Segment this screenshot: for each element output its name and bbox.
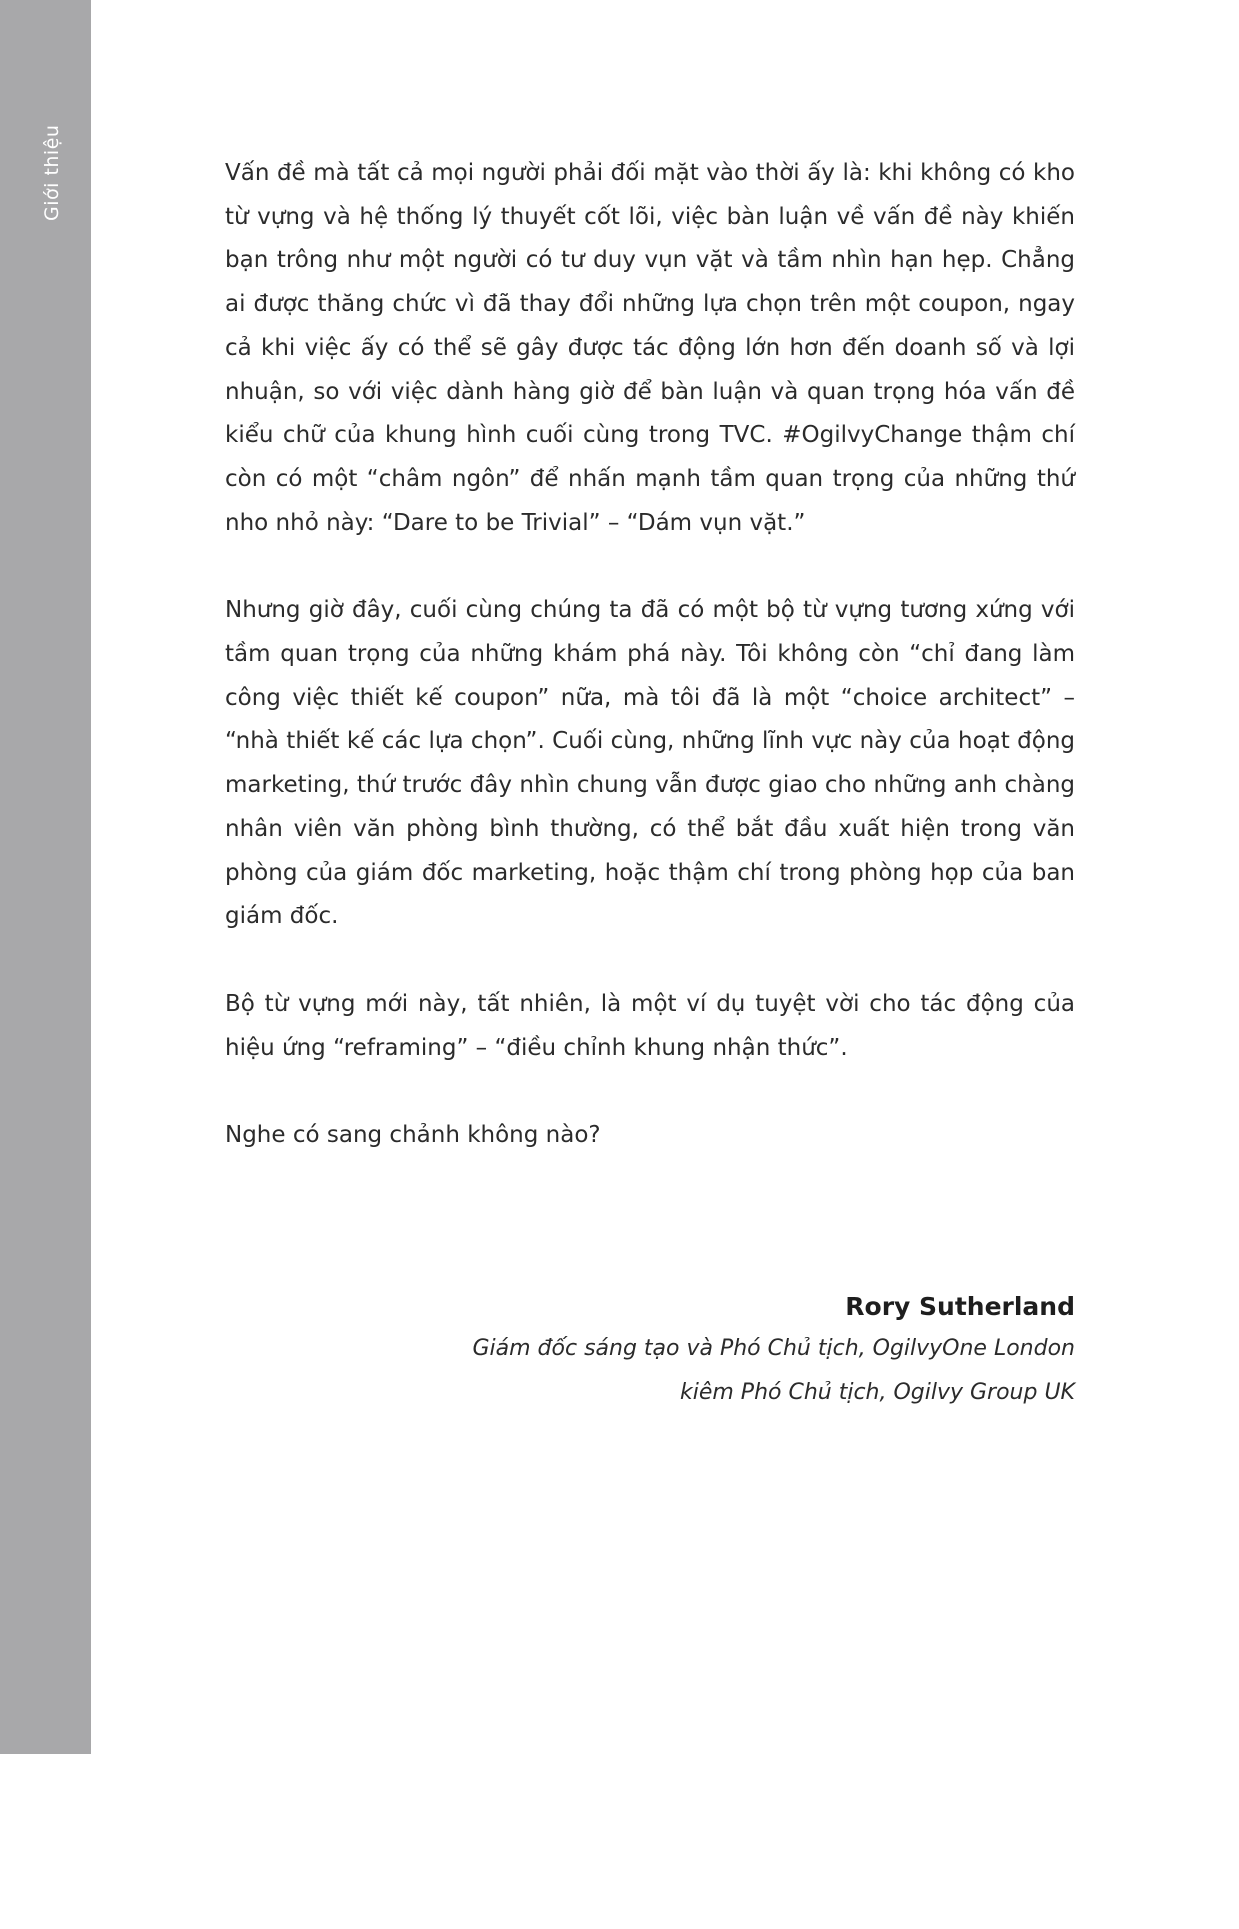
signature-block xyxy=(472,1286,1075,1415)
paragraph: Bộ từ vựng mới này, tất nhiên, là một ví dụ tuyệt vời cho tác động của hiệu ứng “reframing” – “điều chỉnh khung nhận thức”. xyxy=(225,990,1075,1061)
author-title-line: kiêm Phó Chủ tịch, Ogilvy Group UK xyxy=(679,1380,1075,1405)
body-text xyxy=(225,152,1075,1202)
section-label: Giới thiệu xyxy=(41,124,63,221)
page-number-right: 13 xyxy=(41,1905,59,1929)
author-title-line: Giám đốc sáng tạo và Phó Chủ tịch, OgilvyOne London xyxy=(472,1336,1075,1361)
side-band xyxy=(0,0,91,1754)
page-number-left: 12 xyxy=(41,1862,59,1886)
author-name: Rory Sutherland xyxy=(845,1292,1075,1321)
paragraph: Nhưng giờ đây, cuối cùng chúng ta đã có một bộ từ vựng tương xứng với tầm quan trọng của những khám phá này. Tôi không còn “chỉ đang làm công việc thiết kế coupon” nữa, mà tôi đã là một “choice architect” – “nhà thiết kế các lựa chọn”. Cuối cùng, những lĩnh vực này của hoạt động marketing, thứ trước đây nhìn chung vẫn được giao cho những anh chàng nhân viên văn phòng bình thường, có thể bắt đầu xuất hiện trong văn phòng của giám đốc marketing, hoặc thậm chí trong phòng họp của ban giám đốc. xyxy=(225,597,1075,930)
paragraph: Nghe có sang chảnh không nào? xyxy=(225,1122,601,1149)
paragraph: Vấn đề mà tất cả mọi người phải đối mặt vào thời ấy là: khi không có kho từ vựng và hệ thống lý thuyết cốt lõi, việc bàn luận về vấn đề này khiến bạn trông như một người có tư duy vụn vặt và tầm nhìn hạn hẹp. Chẳng ai được thăng chức vì đã thay đổi những lựa chọn trên một coupon, ngay cả khi việc ấy có thể sẽ gây được tác động lớn hơn đến doanh số và lợi nhuận, so với việc dành hàng giờ để bàn luận và quan trọng hóa vấn đề kiểu chữ của khung hình cuối cùng trong TVC. #OgilvyChange thậm chí còn có một “châm ngôn” để nhấn mạnh tầm quan trọng của những thứ nho nhỏ này: “Dare to be Trivial” – “Dám vụn vặt.” xyxy=(225,160,1075,536)
